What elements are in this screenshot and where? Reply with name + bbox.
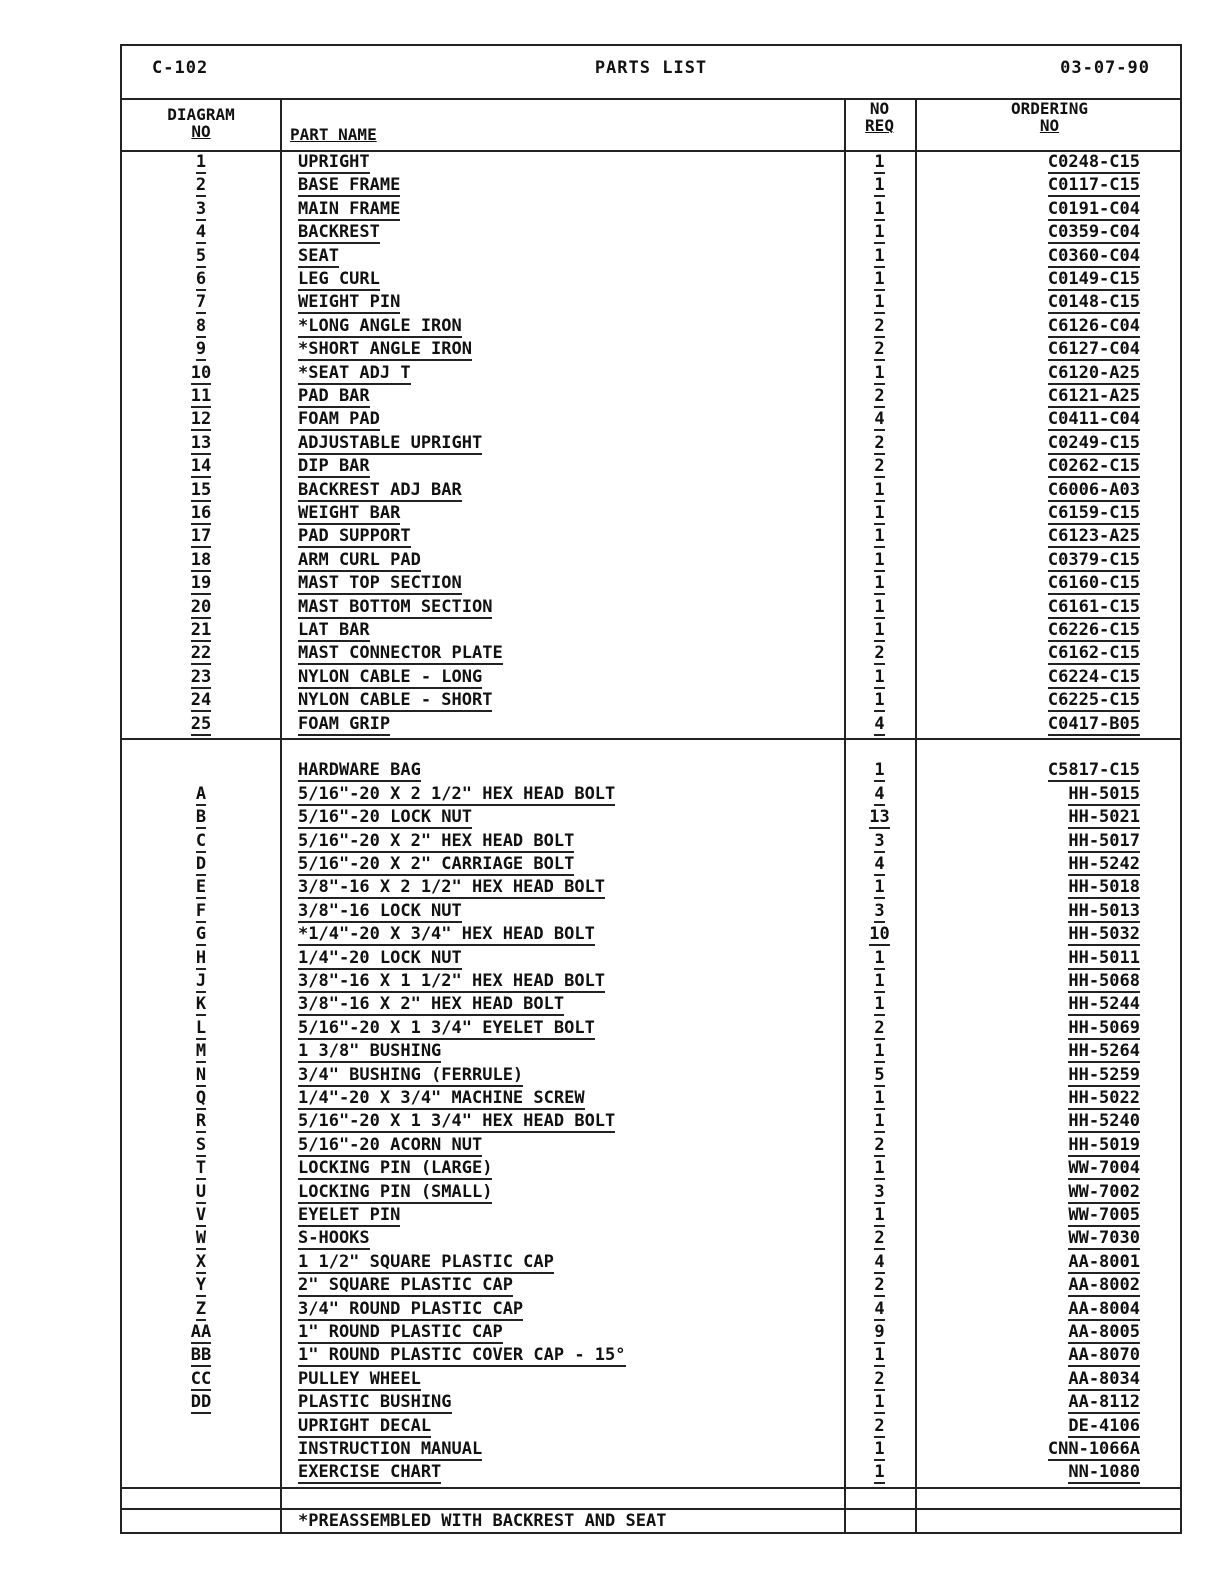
quantity-cell: 1	[874, 479, 885, 500]
quantity-cell: 2	[874, 456, 885, 477]
ordering-no-cell: HH-5068	[1068, 971, 1140, 991]
diagram-no-cell: J	[195, 971, 207, 991]
ordering-no-cell: C6225-C15	[1047, 690, 1140, 711]
part-name-cell: 1/4"-20 X 3/4" MACHINE SCREW	[298, 1088, 585, 1108]
table-row	[122, 1298, 1180, 1321]
part-name-cell: DIP BAR	[298, 456, 370, 477]
ordering-no-cell: DE-4106	[1068, 1415, 1140, 1436]
quantity-cell: 2	[874, 1134, 885, 1155]
part-name-cell: 2" SQUARE PLASTIC CAP	[298, 1275, 513, 1296]
quantity-cell: 4	[874, 713, 885, 734]
quantity-cell: 2	[874, 386, 885, 406]
part-name-cell: *SEAT ADJ T	[298, 362, 411, 383]
diagram-no-cell: 25	[190, 713, 212, 734]
table-row	[122, 1064, 1180, 1087]
part-name-cell: MAIN FRAME	[298, 198, 401, 219]
quantity-cell: 1	[874, 175, 885, 196]
quantity-cell: 1	[874, 1158, 885, 1179]
quantity-cell: 10	[869, 924, 890, 945]
part-name-cell: *SHORT ANGLE IRON	[298, 339, 472, 360]
diagram-no-cell: 7	[195, 292, 207, 313]
ordering-no-cell: C6120-A25	[1047, 362, 1140, 383]
table-row	[122, 1461, 1180, 1484]
part-name-cell: 1" ROUND PLASTIC COVER CAP - 15°	[298, 1345, 626, 1366]
table-row	[122, 970, 1180, 993]
quantity-cell: 2	[874, 432, 885, 453]
part-name-cell: FOAM PAD	[298, 409, 380, 430]
part-name-cell: LEG CURL	[298, 269, 380, 289]
quantity-cell: 5	[874, 1064, 885, 1085]
table-row	[122, 1321, 1180, 1344]
ordering-no-cell: C0191-C04	[1047, 198, 1140, 219]
part-name-cell: BACKREST ADJ BAR	[298, 479, 462, 500]
part-name-cell: 5/16"-20 X 2 1/2" HEX HEAD BOLT	[298, 783, 616, 804]
table-row	[122, 221, 1180, 244]
table-row	[122, 642, 1180, 665]
ordering-no-cell: HH-5264	[1068, 1041, 1140, 1062]
ordering-no-cell: CNN-1066A	[1047, 1439, 1140, 1459]
diagram-no-cell: Z	[195, 1298, 207, 1319]
table-row	[122, 408, 1180, 431]
ordering-no-cell: C0148-C15	[1047, 292, 1140, 313]
table-row	[122, 830, 1180, 853]
table-row	[122, 876, 1180, 899]
quantity-cell: 1	[874, 1345, 885, 1366]
diagram-no-cell: L	[195, 1017, 207, 1038]
quantity-cell: 2	[874, 339, 885, 360]
table-row	[122, 432, 1180, 455]
part-name-cell: 1" ROUND PLASTIC CAP	[298, 1322, 503, 1342]
ordering-no-cell: AA-8112	[1068, 1392, 1140, 1413]
page-title: PARTS LIST	[594, 58, 708, 78]
diagram-no-cell: 4	[195, 222, 207, 243]
table-row	[122, 1040, 1180, 1063]
ordering-no-cell: HH-5244	[1068, 994, 1140, 1015]
diagram-no-cell: R	[195, 1111, 207, 1132]
table-row	[122, 1251, 1180, 1274]
model-code: C-102	[152, 58, 209, 78]
table-row	[122, 947, 1180, 970]
diagram-no-cell: 8	[195, 315, 207, 336]
diagram-no-cell: C	[195, 830, 207, 851]
footnote-row	[122, 1510, 1180, 1533]
diagram-no-cell: 23	[190, 666, 212, 687]
quantity-cell: 1	[874, 620, 885, 640]
ordering-no-cell: C0360-C04	[1047, 245, 1140, 266]
diagram-no-cell: DD	[190, 1392, 212, 1413]
table-row	[122, 666, 1180, 689]
quantity-cell: 1	[874, 760, 885, 781]
ordering-no-cell: HH-5242	[1068, 854, 1140, 874]
quantity-cell: 2	[874, 315, 885, 336]
quantity-cell: 4	[874, 1298, 885, 1319]
ordering-no-cell: C6123-A25	[1047, 526, 1140, 547]
part-name-cell: ARM CURL PAD	[298, 549, 421, 570]
table-row	[122, 1344, 1180, 1367]
ordering-no-cell: HH-5018	[1068, 877, 1140, 898]
ordering-no-cell: AA-8070	[1068, 1345, 1140, 1366]
quantity-cell: 1	[874, 245, 885, 266]
table-row	[122, 1157, 1180, 1180]
table-row	[122, 783, 1180, 806]
part-name-cell: MAST TOP SECTION	[298, 573, 462, 594]
quantity-cell: 1	[874, 1088, 885, 1108]
quantity-cell: 4	[874, 854, 885, 874]
ordering-no-cell: WW-7030	[1068, 1228, 1140, 1249]
part-name-cell: MAST BOTTOM SECTION	[298, 596, 493, 617]
ordering-no-cell: C0411-C04	[1047, 409, 1140, 430]
ordering-no-cell: C6224-C15	[1047, 666, 1140, 687]
quantity-cell: 1	[874, 292, 885, 313]
table-row	[122, 1438, 1180, 1461]
part-name-cell: ADJUSTABLE UPRIGHT	[298, 432, 483, 453]
diagram-no-cell: K	[195, 994, 207, 1015]
part-name-cell: BACKREST	[298, 222, 380, 243]
table-row	[122, 362, 1180, 385]
ordering-no-cell: C6159-C15	[1047, 503, 1140, 523]
part-name-cell: 3/8"-16 LOCK NUT	[298, 900, 462, 921]
table-row	[122, 806, 1180, 829]
table-row	[122, 315, 1180, 338]
part-name-cell: LOCKING PIN (SMALL)	[298, 1181, 493, 1202]
table-row	[122, 455, 1180, 478]
part-name-cell: PULLEY WHEEL	[298, 1368, 421, 1389]
ordering-no-cell: AA-8004	[1068, 1298, 1140, 1319]
ordering-no-cell: HH-5021	[1068, 807, 1140, 828]
sheet-header	[122, 46, 1180, 100]
table-row	[122, 385, 1180, 408]
diagram-no-cell: 10	[190, 362, 212, 383]
quantity-cell: 1	[874, 1392, 885, 1413]
part-name-cell: *LONG ANGLE IRON	[298, 315, 462, 336]
diagram-no-cell: 6	[195, 269, 207, 289]
column-header-diagram-no: DIAGRAM NO	[167, 105, 235, 141]
table-row	[122, 1204, 1180, 1227]
table-row	[122, 268, 1180, 291]
ordering-no-cell: AA-8001	[1068, 1251, 1140, 1272]
quantity-cell: 1	[874, 1462, 885, 1483]
ordering-no-cell: C0248-C15	[1047, 152, 1140, 172]
table-row	[122, 713, 1180, 736]
quantity-cell: 2	[874, 643, 885, 664]
quantity-cell: 9	[874, 1322, 885, 1342]
column-header-ordering-no: ORDERING NO	[1010, 99, 1089, 135]
diagram-no-cell: Y	[195, 1275, 207, 1296]
table-row	[122, 900, 1180, 923]
diagram-no-cell: 22	[190, 643, 212, 664]
quantity-cell: 4	[874, 1251, 885, 1272]
ordering-no-cell: HH-5015	[1068, 783, 1140, 804]
ordering-no-cell: C6162-C15	[1047, 643, 1140, 664]
ordering-no-cell: C0249-C15	[1047, 432, 1140, 453]
ordering-no-cell: WW-7002	[1068, 1181, 1140, 1202]
diagram-no-cell: 1	[195, 152, 207, 172]
table-row	[122, 1134, 1180, 1157]
part-name-cell: PAD SUPPORT	[298, 526, 411, 547]
quantity-cell: 1	[874, 666, 885, 687]
diagram-no-cell: E	[195, 877, 207, 898]
table-row	[122, 923, 1180, 946]
table-row	[122, 759, 1180, 782]
diagram-no-cell: D	[195, 854, 207, 874]
ordering-no-cell: WW-7005	[1068, 1205, 1140, 1225]
quantity-cell: 1	[874, 596, 885, 617]
ordering-no-cell: C0117-C15	[1047, 175, 1140, 196]
part-name-cell: *1/4"-20 X 3/4" HEX HEAD BOLT	[298, 924, 595, 945]
quantity-cell: 1	[874, 690, 885, 711]
part-name-cell: 3/8"-16 X 2 1/2" HEX HEAD BOLT	[298, 877, 606, 898]
part-name-cell: 5/16"-20 ACORN NUT	[298, 1134, 483, 1155]
ordering-no-cell: AA-8002	[1068, 1275, 1140, 1296]
diagram-no-cell: 16	[190, 503, 212, 523]
quantity-cell: 1	[874, 526, 885, 547]
table-row	[122, 853, 1180, 876]
part-name-cell: S-HOOKS	[298, 1228, 370, 1249]
ordering-no-cell: C0417-B05	[1047, 713, 1140, 734]
quantity-cell: 2	[874, 1415, 885, 1436]
table-row	[122, 338, 1180, 361]
diagram-no-cell: G	[195, 924, 207, 945]
quantity-cell: 3	[874, 900, 885, 921]
ordering-no-cell: C5817-C15	[1047, 760, 1140, 781]
quantity-cell: 1	[874, 1205, 885, 1225]
ordering-no-cell: C6127-C04	[1047, 339, 1140, 360]
part-name-cell: LAT BAR	[298, 620, 370, 640]
diagram-no-cell: 5	[195, 245, 207, 266]
quantity-cell: 1	[874, 269, 885, 289]
column-header-no-req: NO REQ	[865, 99, 894, 135]
quantity-cell: 1	[874, 573, 885, 594]
diagram-no-cell: S	[195, 1134, 207, 1155]
table-row	[122, 1087, 1180, 1110]
column-header-part-name: PART NAME	[290, 125, 377, 144]
part-name-cell: FOAM GRIP	[298, 713, 391, 734]
part-name-cell: 3/4" ROUND PLASTIC CAP	[298, 1298, 524, 1319]
diagram-no-cell: 19	[190, 573, 212, 594]
quantity-cell: 1	[874, 362, 885, 383]
diagram-no-cell: 15	[190, 479, 212, 500]
part-name-cell: 3/8"-16 X 1 1/2" HEX HEAD BOLT	[298, 971, 606, 991]
diagram-no-cell: AA	[190, 1322, 212, 1342]
ordering-no-cell: C6160-C15	[1047, 573, 1140, 594]
ordering-no-cell: HH-5022	[1068, 1088, 1140, 1108]
quantity-cell: 1	[874, 152, 885, 172]
part-name-cell: 5/16"-20 X 2" CARRIAGE BOLT	[298, 854, 575, 874]
diagram-no-cell: X	[195, 1251, 207, 1272]
footnote: *PREASSEMBLED WITH BACKREST AND SEAT	[298, 1511, 667, 1532]
part-name-cell: NYLON CABLE - SHORT	[298, 690, 493, 711]
table-row	[122, 245, 1180, 268]
part-name-cell: MAST CONNECTOR PLATE	[298, 643, 503, 664]
quantity-cell: 2	[874, 1368, 885, 1389]
table-row	[122, 1227, 1180, 1250]
part-name-cell: 5/16"-20 X 1 3/4" EYELET BOLT	[298, 1017, 595, 1038]
diagram-no-cell: 2	[195, 175, 207, 196]
diagram-no-cell: V	[195, 1205, 207, 1225]
part-name-cell: HARDWARE BAG	[298, 760, 421, 781]
quantity-cell: 1	[874, 1439, 885, 1459]
diagram-no-cell: N	[195, 1064, 207, 1085]
diagram-no-cell: B	[195, 807, 207, 828]
table-row	[122, 502, 1180, 525]
part-name-cell: 1 3/8" BUSHING	[298, 1041, 442, 1062]
parts-list-sheet	[120, 44, 1182, 1534]
section-divider	[122, 738, 1180, 740]
ordering-no-cell: WW-7004	[1068, 1158, 1140, 1179]
part-name-cell: EXERCISE CHART	[298, 1462, 442, 1483]
part-name-cell: SEAT	[298, 245, 339, 266]
quantity-cell: 1	[874, 947, 885, 968]
table-row	[122, 1017, 1180, 1040]
part-name-cell: UPRIGHT	[298, 152, 370, 172]
part-name-cell: 3/8"-16 X 2" HEX HEAD BOLT	[298, 994, 565, 1015]
part-name-cell: 5/16"-20 X 1 3/4" HEX HEAD BOLT	[298, 1111, 616, 1132]
quantity-cell: 1	[874, 222, 885, 243]
diagram-no-cell: BB	[190, 1345, 212, 1366]
diagram-no-cell: 11	[190, 386, 212, 406]
diagram-no-cell: M	[195, 1041, 207, 1062]
ordering-no-cell: C6126-C04	[1047, 315, 1140, 336]
table-row	[122, 572, 1180, 595]
part-name-cell: INSTRUCTION MANUAL	[298, 1439, 483, 1459]
ordering-no-cell: C0379-C15	[1047, 549, 1140, 570]
part-name-cell: PLASTIC BUSHING	[298, 1392, 452, 1413]
ordering-no-cell: HH-5259	[1068, 1064, 1140, 1085]
table-row	[122, 1368, 1180, 1391]
diagram-no-cell: T	[195, 1158, 207, 1179]
ordering-no-cell: HH-5240	[1068, 1111, 1140, 1132]
part-name-cell: EYELET PIN	[298, 1205, 401, 1225]
ordering-no-cell: NN-1080	[1068, 1462, 1140, 1483]
table-row	[122, 1181, 1180, 1204]
ordering-no-cell: C6006-A03	[1047, 479, 1140, 500]
table-row	[122, 479, 1180, 502]
quantity-cell: 4	[874, 783, 885, 804]
quantity-cell: 4	[874, 409, 885, 430]
table-row	[122, 198, 1180, 221]
part-name-cell: 5/16"-20 LOCK NUT	[298, 807, 472, 828]
part-name-cell: LOCKING PIN (LARGE)	[298, 1158, 493, 1179]
diagram-no-cell: 9	[195, 339, 207, 360]
parts-table	[122, 98, 1180, 1534]
ordering-no-cell: HH-5013	[1068, 900, 1140, 921]
part-name-cell: 5/16"-20 X 2" HEX HEAD BOLT	[298, 830, 575, 851]
table-row	[122, 1274, 1180, 1297]
quantity-cell: 3	[874, 1181, 885, 1202]
table-row	[122, 689, 1180, 712]
diagram-no-cell: 20	[190, 596, 212, 617]
quantity-cell: 2	[874, 1228, 885, 1249]
table-row	[122, 1415, 1180, 1438]
document-date: 03-07-90	[1060, 58, 1150, 78]
diagram-no-cell: Q	[195, 1088, 207, 1108]
part-name-cell: PAD BAR	[298, 386, 370, 406]
diagram-no-cell: 14	[190, 456, 212, 477]
table-header	[122, 98, 1180, 152]
part-name-cell: 3/4" BUSHING (FERRULE)	[298, 1064, 524, 1085]
diagram-no-cell: 24	[190, 690, 212, 711]
table-row	[122, 993, 1180, 1016]
diagram-no-cell: F	[195, 900, 207, 921]
quantity-cell: 1	[874, 1111, 885, 1132]
ordering-no-cell: C0149-C15	[1047, 269, 1140, 289]
part-name-cell: NYLON CABLE - LONG	[298, 666, 483, 687]
ordering-no-cell: HH-5011	[1068, 947, 1140, 968]
part-name-cell: UPRIGHT DECAL	[298, 1415, 432, 1436]
quantity-cell: 13	[869, 807, 890, 828]
diagram-no-cell: 17	[190, 526, 212, 547]
table-row	[122, 525, 1180, 548]
ordering-no-cell: AA-8005	[1068, 1322, 1140, 1342]
diagram-no-cell: 13	[190, 432, 212, 453]
ordering-no-cell: HH-5069	[1068, 1017, 1140, 1038]
quantity-cell: 2	[874, 1275, 885, 1296]
quantity-cell: 1	[874, 877, 885, 898]
part-name-cell: BASE FRAME	[298, 175, 401, 196]
diagram-no-cell: A	[195, 783, 207, 804]
table-row	[122, 1391, 1180, 1414]
part-name-cell: WEIGHT BAR	[298, 503, 401, 523]
part-name-cell: WEIGHT PIN	[298, 292, 401, 313]
ordering-no-cell: HH-5032	[1068, 924, 1140, 945]
diagram-no-cell: U	[195, 1181, 207, 1202]
part-name-cell: 1/4"-20 LOCK NUT	[298, 947, 462, 968]
diagram-no-cell: W	[195, 1228, 207, 1249]
quantity-cell: 2	[874, 1017, 885, 1038]
diagram-no-cell: 12	[190, 409, 212, 430]
ordering-no-cell: C6121-A25	[1047, 386, 1140, 406]
table-row	[122, 151, 1180, 174]
table-row	[122, 619, 1180, 642]
table-row	[122, 291, 1180, 314]
table-row	[122, 549, 1180, 572]
ordering-no-cell: AA-8034	[1068, 1368, 1140, 1389]
ordering-no-cell: C0359-C04	[1047, 222, 1140, 243]
quantity-cell: 1	[874, 1041, 885, 1062]
diagram-no-cell: 18	[190, 549, 212, 570]
table-row	[122, 596, 1180, 619]
table-row	[122, 174, 1180, 197]
quantity-cell: 1	[874, 503, 885, 523]
quantity-cell: 1	[874, 994, 885, 1015]
diagram-no-cell: 3	[195, 198, 207, 219]
part-name-cell: 1 1/2" SQUARE PLASTIC CAP	[298, 1251, 554, 1272]
quantity-cell: 3	[874, 830, 885, 851]
diagram-no-cell: 21	[190, 620, 212, 640]
section-divider	[122, 1487, 1180, 1489]
ordering-no-cell: HH-5019	[1068, 1134, 1140, 1155]
ordering-no-cell: C6161-C15	[1047, 596, 1140, 617]
quantity-cell: 1	[874, 198, 885, 219]
ordering-no-cell: C6226-C15	[1047, 620, 1140, 640]
ordering-no-cell: C0262-C15	[1047, 456, 1140, 477]
quantity-cell: 1	[874, 971, 885, 991]
quantity-cell: 1	[874, 549, 885, 570]
table-row	[122, 1110, 1180, 1133]
ordering-no-cell: HH-5017	[1068, 830, 1140, 851]
diagram-no-cell: CC	[190, 1368, 212, 1389]
diagram-no-cell: H	[195, 947, 207, 968]
